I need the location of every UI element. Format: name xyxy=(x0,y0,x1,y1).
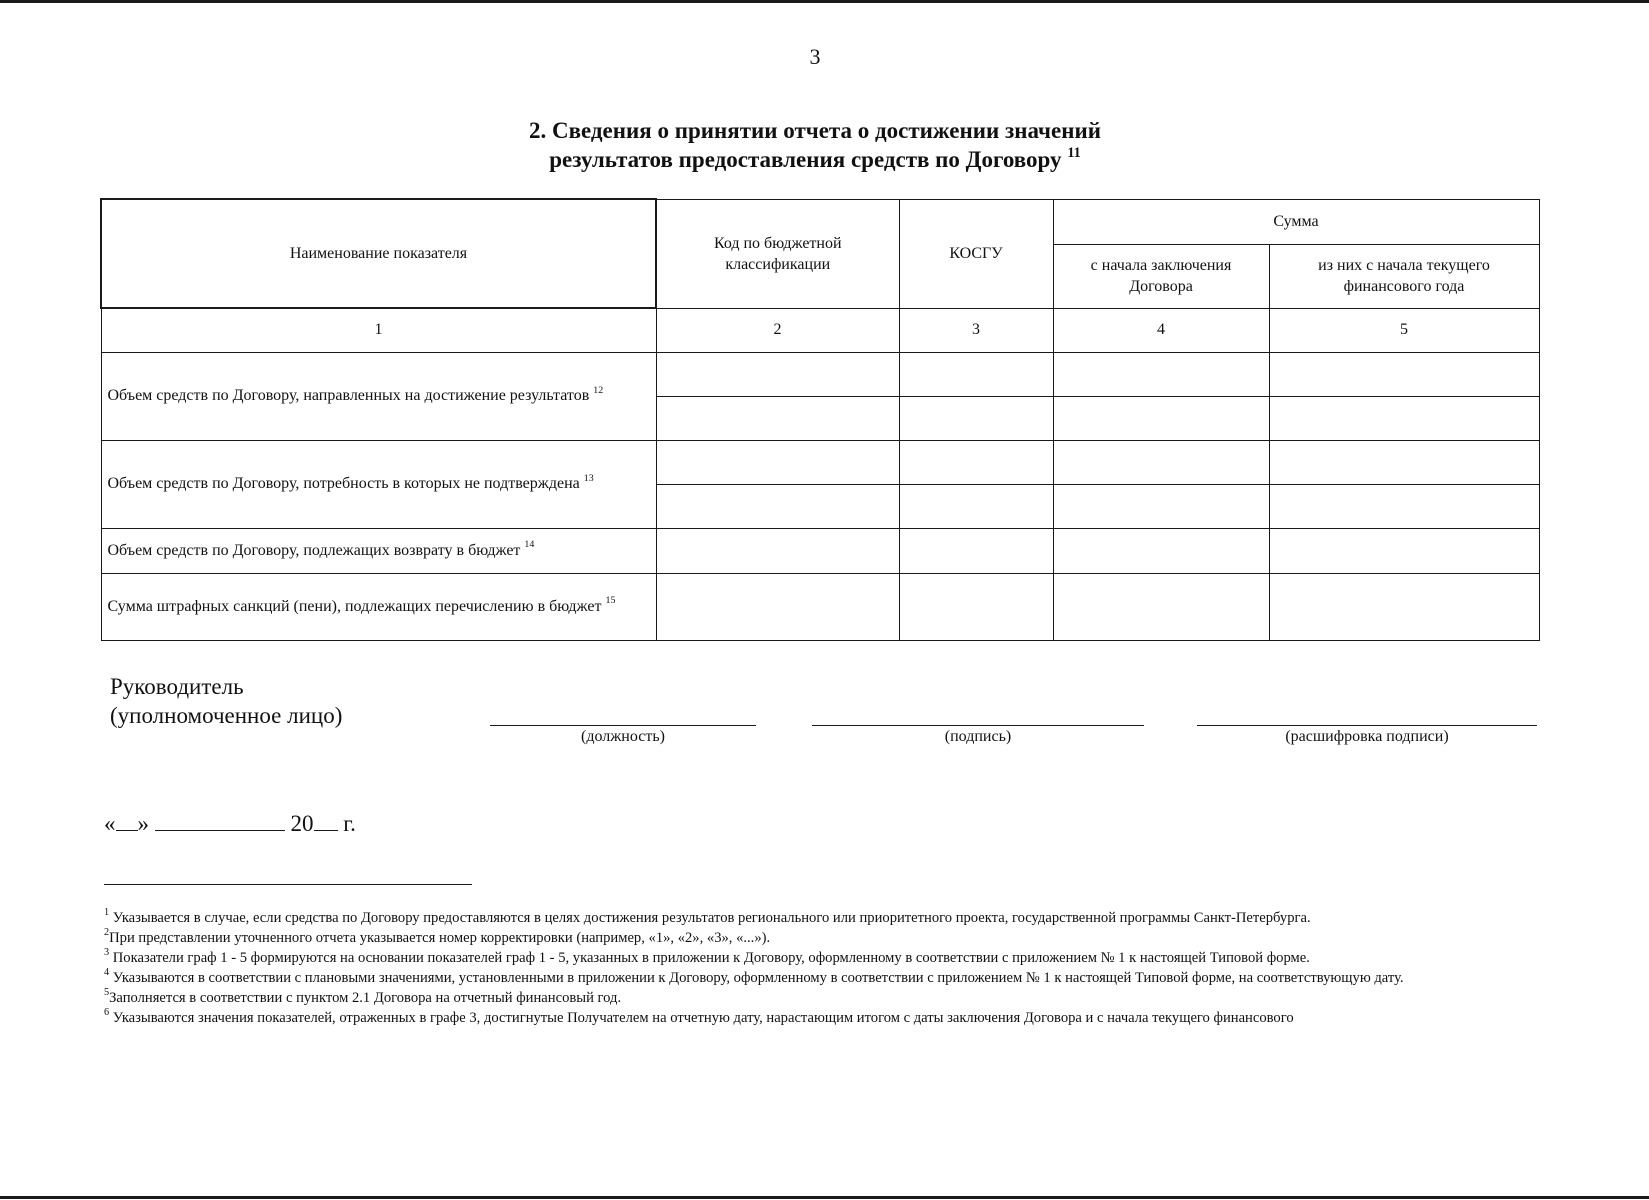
footnote-ref: 13 xyxy=(583,472,594,484)
table-cell xyxy=(1053,528,1269,573)
table-row xyxy=(101,352,1539,396)
signature-field[interactable] xyxy=(812,725,1144,726)
footnote-marker: 3 xyxy=(104,947,110,959)
footnote-text: При представлении уточненного отчета указывается номер корректировки (например, «1», «2», «3», «...»). xyxy=(109,930,771,946)
footnote-ref: 14 xyxy=(524,539,535,551)
head-signatory-line-2: (уполномоченное лицо) xyxy=(110,703,343,728)
table-cell xyxy=(899,396,1053,440)
table-cell xyxy=(1053,440,1269,484)
footnotes xyxy=(104,908,1538,1028)
footnote-separator xyxy=(104,884,472,885)
page-bottom-border xyxy=(0,1196,1649,1199)
table-cell xyxy=(1269,352,1539,396)
footnote-text: Показатели граф 1 - 5 формируются на основании показателей граф 1 - 5, указанных в приложении к Договору, оформленному в соответствии с приложением № 1 к настоящей Типовой форме. xyxy=(112,950,1310,966)
table-cell xyxy=(1053,484,1269,528)
column-number: 3 xyxy=(899,308,1053,352)
footnote xyxy=(104,928,1538,948)
row-label-text: Сумма штрафных санкций (пени), подлежащих перечислению в бюджет xyxy=(107,597,602,615)
head-signatory-line-1: Руководитель xyxy=(110,674,244,699)
footnote-marker: 5 xyxy=(104,987,110,999)
date-line xyxy=(104,808,356,837)
header-sum-current-year-text: из них с начала текущего финансового года xyxy=(1318,257,1490,295)
table-row xyxy=(101,528,1539,573)
footnote-marker: 6 xyxy=(104,1007,110,1019)
row-label-text: Объем средств по Договору, потребность в которых не подтверждена xyxy=(107,475,580,492)
table-cell xyxy=(656,573,899,640)
footnote-text: Указываются значения показателей, отраженных в графе 3, достигнутые Получателем на отчетную дату, нарастающим итогом с даты заключения Договора и с начала текущего финансового xyxy=(112,1010,1294,1026)
column-number: 4 xyxy=(1053,308,1269,352)
table-cell xyxy=(1269,573,1539,640)
year-prefix: 20 xyxy=(290,811,314,836)
footnote xyxy=(104,948,1538,968)
table-cell xyxy=(1053,573,1269,640)
page-top-border xyxy=(0,0,1649,3)
footnote-text: Указывается в случае, если средства по Договору предоставляются в целях достижения результатов регионального или приоритетного проекта, государственной программы Санкт-Петербурга. xyxy=(112,910,1311,926)
table-cell xyxy=(656,484,899,528)
row-label xyxy=(101,573,656,640)
table-cell xyxy=(899,573,1053,640)
page-number: 3 xyxy=(809,44,821,69)
month-field[interactable] xyxy=(155,808,285,831)
table-cell xyxy=(899,528,1053,573)
header-sum-from-start-text: с начала заключения Договора xyxy=(1090,257,1232,295)
column-number: 2 xyxy=(656,308,899,352)
column-number: 1 xyxy=(101,308,656,352)
signature-caption: (подпись) xyxy=(944,728,1012,745)
footnote-text: Указываются в соответствии с плановыми значениями, установленными в приложении к Договору, оформленному в соответствии с приложением № 1 к настоящей Типовой форме, на соответствующую дату. xyxy=(112,970,1404,986)
date-open-quote: « xyxy=(104,811,116,836)
table-cell xyxy=(899,484,1053,528)
signature-decode-field[interactable] xyxy=(1197,725,1537,726)
header-budget-code xyxy=(656,199,899,308)
table-cell xyxy=(899,440,1053,484)
row-label xyxy=(101,528,656,573)
section-title xyxy=(400,116,1230,174)
table-cell xyxy=(656,440,899,484)
row-label xyxy=(101,440,656,528)
table-cell xyxy=(1053,396,1269,440)
column-number-row xyxy=(101,308,1539,352)
footnote-marker: 2 xyxy=(104,927,110,939)
signature-decode-caption: (расшифровка подписи) xyxy=(1285,728,1449,745)
year-field[interactable] xyxy=(314,808,338,831)
table-row xyxy=(101,573,1539,640)
section-title-line-2 xyxy=(400,145,1230,174)
footnote xyxy=(104,908,1538,928)
header-budget-code-text: Код по бюджетной классификации xyxy=(713,234,842,273)
table-cell xyxy=(1053,352,1269,396)
table-cell xyxy=(1269,528,1539,573)
report-table xyxy=(100,198,1540,641)
header-sum-from-start xyxy=(1053,244,1269,308)
header-sum: Сумма xyxy=(1053,199,1539,244)
day-field[interactable] xyxy=(116,808,138,831)
row-label-text: Объем средств по Договору, направленных на достижение результатов xyxy=(107,387,590,404)
row-label xyxy=(101,352,656,440)
footnote-text: Заполняется в соответствии с пунктом 2.1 Договора на отчетный финансовый год. xyxy=(109,990,622,1006)
footnote-marker: 1 xyxy=(104,907,110,919)
header-sum-current-year xyxy=(1269,244,1539,308)
footnote xyxy=(104,1008,1538,1028)
header-indicator-name: Наименование показателя xyxy=(101,199,656,308)
footnote-ref: 12 xyxy=(593,384,604,396)
footnote xyxy=(104,988,1538,1008)
row-label-text: Объем средств по Договору, подлежащих возврату в бюджет xyxy=(107,541,521,559)
column-number: 5 xyxy=(1269,308,1539,352)
position-caption: (должность) xyxy=(581,728,665,745)
table-cell xyxy=(1269,440,1539,484)
year-suffix: г. xyxy=(343,811,356,836)
footnote-ref: 15 xyxy=(605,595,616,607)
footnote-marker: 4 xyxy=(104,967,110,979)
table-cell xyxy=(1269,396,1539,440)
table-cell xyxy=(656,352,899,396)
date-close-quote: » xyxy=(137,811,149,836)
footnote xyxy=(104,968,1538,988)
table-cell xyxy=(899,352,1053,396)
head-signatory-label xyxy=(110,672,342,730)
table-row xyxy=(101,440,1539,484)
header-kosgu: КОСГУ xyxy=(899,199,1053,308)
section-title-line-2-text: результатов предоставления средств по Договору xyxy=(549,147,1062,172)
table-cell xyxy=(656,396,899,440)
position-field[interactable] xyxy=(490,725,756,726)
table-cell xyxy=(656,528,899,573)
table-cell xyxy=(1269,484,1539,528)
footnote-ref: 11 xyxy=(1067,145,1081,162)
section-title-line-1: 2. Сведения о принятии отчета о достижении значений xyxy=(528,118,1101,143)
